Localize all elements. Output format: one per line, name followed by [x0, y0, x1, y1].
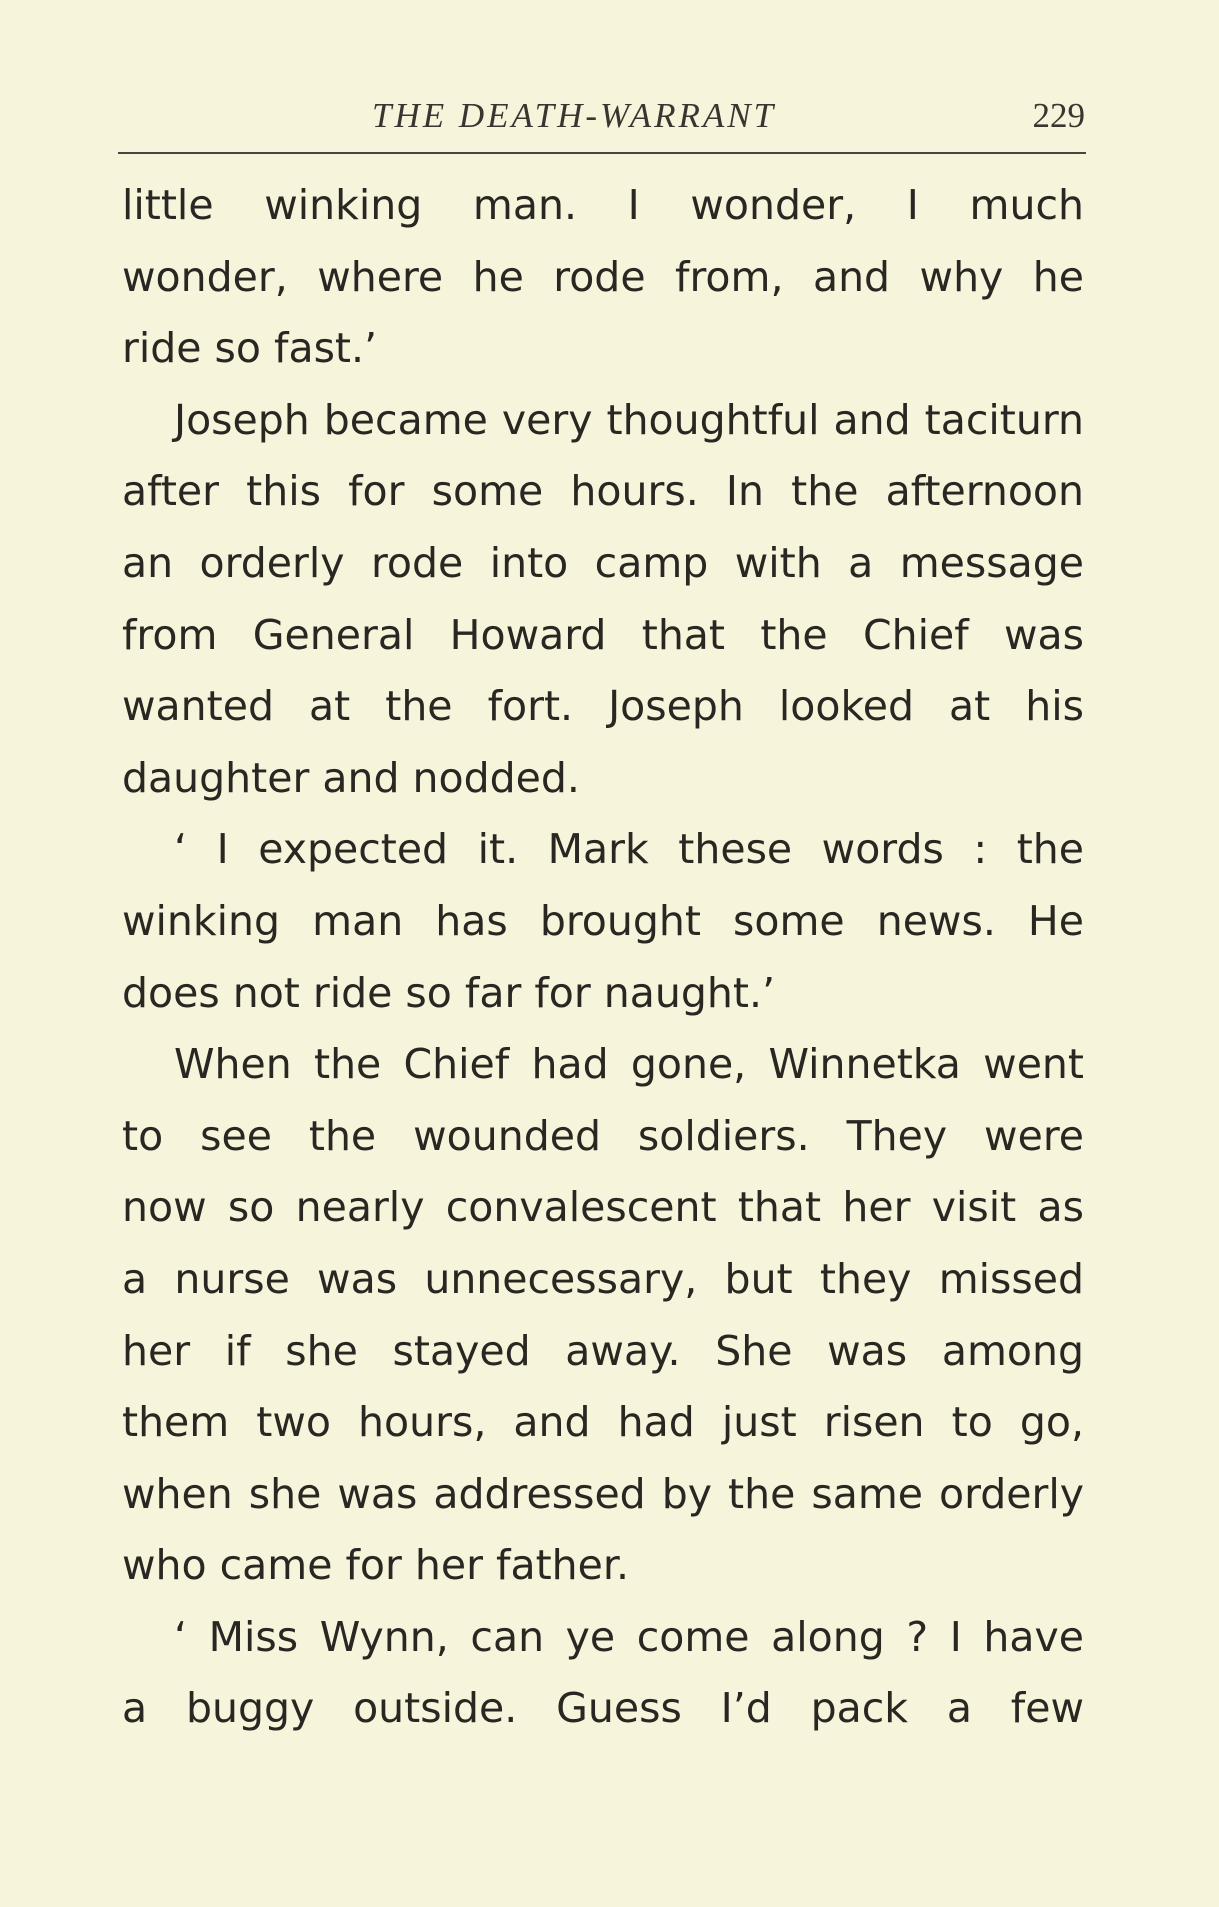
text-line: a nurse was unnecessary, but they missed: [122, 1254, 1084, 1303]
text-line: to see the wounded soldiers. They were: [122, 1111, 1084, 1160]
text-line: who came for her father.: [122, 1541, 629, 1590]
text-line: wonder, where he rode from, and why he: [122, 252, 1084, 301]
text-line: ‘ I expected it. Mark these words : the: [174, 825, 1084, 874]
text-line: daughter and nodded.: [122, 753, 580, 802]
running-title: THE DEATH-WARRANT: [372, 96, 777, 135]
header-rule: [118, 152, 1086, 154]
text-line: ‘ Miss Wynn, can ye come along ? I have: [174, 1612, 1084, 1661]
text-line: them two hours, and had just risen to go,: [122, 1398, 1084, 1447]
text-line: when she was addressed by the same orderly: [122, 1469, 1084, 1518]
text-line: ride so fast.’: [122, 324, 378, 373]
text-line: wanted at the fort. Joseph looked at his: [122, 682, 1084, 731]
text-line: now so nearly convalescent that her visit as: [122, 1183, 1084, 1232]
text-line: her if she stayed away. She was among: [122, 1326, 1084, 1375]
body-text: [122, 170, 1084, 1745]
running-head: [120, 90, 1085, 140]
text-line: When the Chief had gone, Winnetka went: [174, 1040, 1084, 1089]
text-line: winking man has brought some news. He: [122, 896, 1084, 945]
text-line: an orderly rode into camp with a message: [122, 538, 1084, 587]
text-line: little winking man. I wonder, I much: [122, 181, 1084, 229]
text-line: does not ride so far for naught.’: [122, 968, 776, 1017]
text-line: from General Howard that the Chief was: [122, 610, 1084, 659]
page-number: 229: [1032, 96, 1085, 135]
text-line: a buggy outside. Guess I’d pack a few: [122, 1684, 1084, 1733]
text-line: Joseph became very thoughtful and taciturn: [174, 395, 1084, 444]
text-line: after this for some hours. In the afternoon: [122, 467, 1084, 516]
